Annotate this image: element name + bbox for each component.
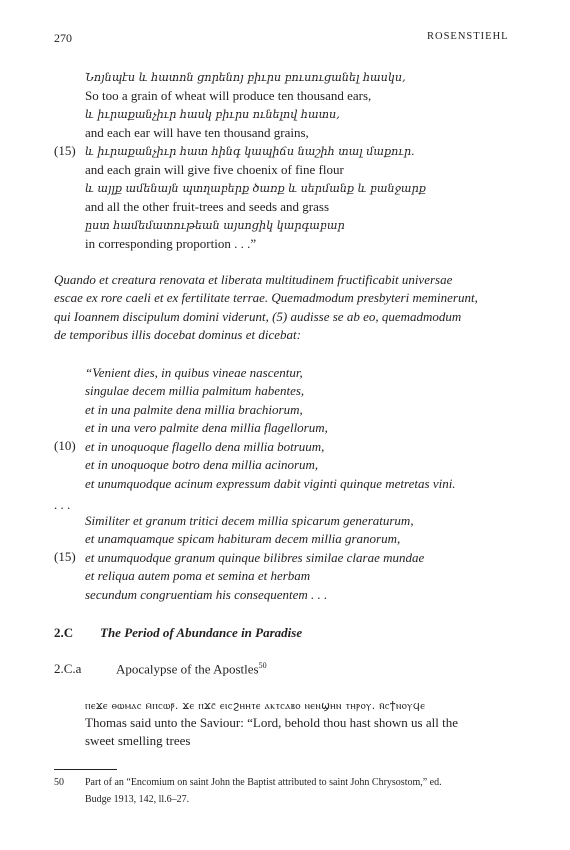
latin-verse-line: et reliqua autem poma et semina et herbam: [85, 568, 311, 583]
armenian-line: և իւրաքանչիւր հասկ բիւրս ունելով հատս,: [85, 108, 340, 121]
subsection-number: 2.C.a: [54, 661, 82, 676]
latin-paragraph-line: Quando et creatura renovata et liberata multitudinem fructificabit universae: [54, 272, 453, 287]
latin-verse-line: secundum congruentiam his consequentem . . .: [85, 587, 328, 602]
english-verse-line: and each grain will give five choenix of fine flour: [85, 162, 344, 177]
page-number: 270: [54, 31, 72, 45]
english-verse-line: in corresponding proportion . . .”: [85, 236, 257, 251]
latin-verse-line: et in una vero palmite dena millia flagellorum,: [85, 420, 328, 435]
latin-verse-line: “Venient dies, in quibus vineae nascentur,: [85, 365, 303, 380]
armenian-line: և իւրաքանչիւր հատ հինգ կապիճս նաշիհ տալ մաքուր.: [85, 145, 415, 158]
ellipsis: . . .: [54, 497, 71, 512]
english-verse-line: So too a grain of wheat will produce ten thousand ears,: [85, 88, 372, 103]
latin-verse-line: Similiter et granum tritici decem millia spicarum generaturum,: [85, 513, 414, 528]
line-number: (10): [54, 438, 76, 453]
line-number: (15): [54, 143, 76, 158]
section-number: 2.C: [54, 625, 74, 640]
armenian-line: և այլք ամենայն պտղաբերք ծառք և սերմանք և բանջարք: [85, 182, 426, 195]
footnote-line-1: Part of an “Encomium on saint John the Baptist attributed to saint John Chrysostom,” ed.: [85, 777, 442, 788]
english-verse-line: and all the other fruit-trees and seeds and grass: [85, 199, 330, 214]
subsection-title: [116, 661, 267, 677]
armenian-line: ըստ համեմատութեան այսոցիկ կարգաբար: [85, 219, 345, 232]
latin-verse-line: et unumquodque granum quinque bilibres similae clarae mundae: [85, 550, 425, 565]
latin-verse-line: et unamquamque spicam habituram decem millia granorum,: [85, 531, 401, 546]
footnote-number: 50: [54, 777, 64, 788]
latin-paragraph-line: escae ex rore caeli et ex fertilitate terrae. Quemadmodum presbyteri meminerunt,: [54, 290, 478, 305]
latin-verse-line: et in unoquoque flagello dena millia botruum,: [85, 439, 325, 454]
footnote-line-2: Budge 1913, 142, ll.6–27.: [85, 794, 190, 805]
english-line-2: sweet smelling trees: [85, 733, 191, 748]
english-line-1: Thomas said unto the Saviour: “Lord, behold thou hast shown us all the: [85, 715, 458, 730]
latin-verse-line: et in unoquoque botro dena millia acinorum,: [85, 457, 319, 472]
latin-verse-line: et in una palmite dena millia brachiorum,: [85, 402, 303, 417]
footnote-rule: [54, 769, 117, 770]
english-verse-line: and each ear will have ten thousand grains,: [85, 125, 309, 140]
latin-paragraph-line: de temporibus illis docebat dominus et dicebat:: [54, 327, 301, 342]
footnote-ref[interactable]: 50: [258, 661, 267, 670]
latin-verse-line: et unumquodque acinum expressum dabit viginti quinque metretas vini.: [85, 476, 456, 491]
latin-verse-line: singulae decem millia palmitum habentes,: [85, 383, 305, 398]
armenian-line: Նոյնպէս և հատոն ցորենոյ բիւրս բուսուցանել հասկս,: [85, 71, 406, 84]
latin-paragraph-line: qui Ioannem discipulum domini viderunt, (5) audisse se ab eo, quemadmodum: [54, 309, 462, 324]
coptic-line: ⲡⲉϫⲉ ⲑⲱⲙⲁⲥ ⲙ̄ⲡⲥⲱⲣ̄. ϫⲉ ⲡϫⲥ̄ ⲉⲓⲥϩⲏⲏⲧⲉ ⲁⲕⲧⲥⲁⲃⲟ ⲛⲉⲛϣⲏⲛ ⲧⲏⲣⲟⲩ. ⲛ̄ⲥϯⲛⲟⲩϥⲉ: [85, 700, 426, 712]
line-number: (15): [54, 549, 76, 564]
section-title: The Period of Abundance in Paradise: [100, 625, 303, 640]
subsection-title-text: Apocalypse of the Apostles: [116, 661, 259, 677]
running-head: ROSENSTIEHL: [427, 31, 509, 42]
